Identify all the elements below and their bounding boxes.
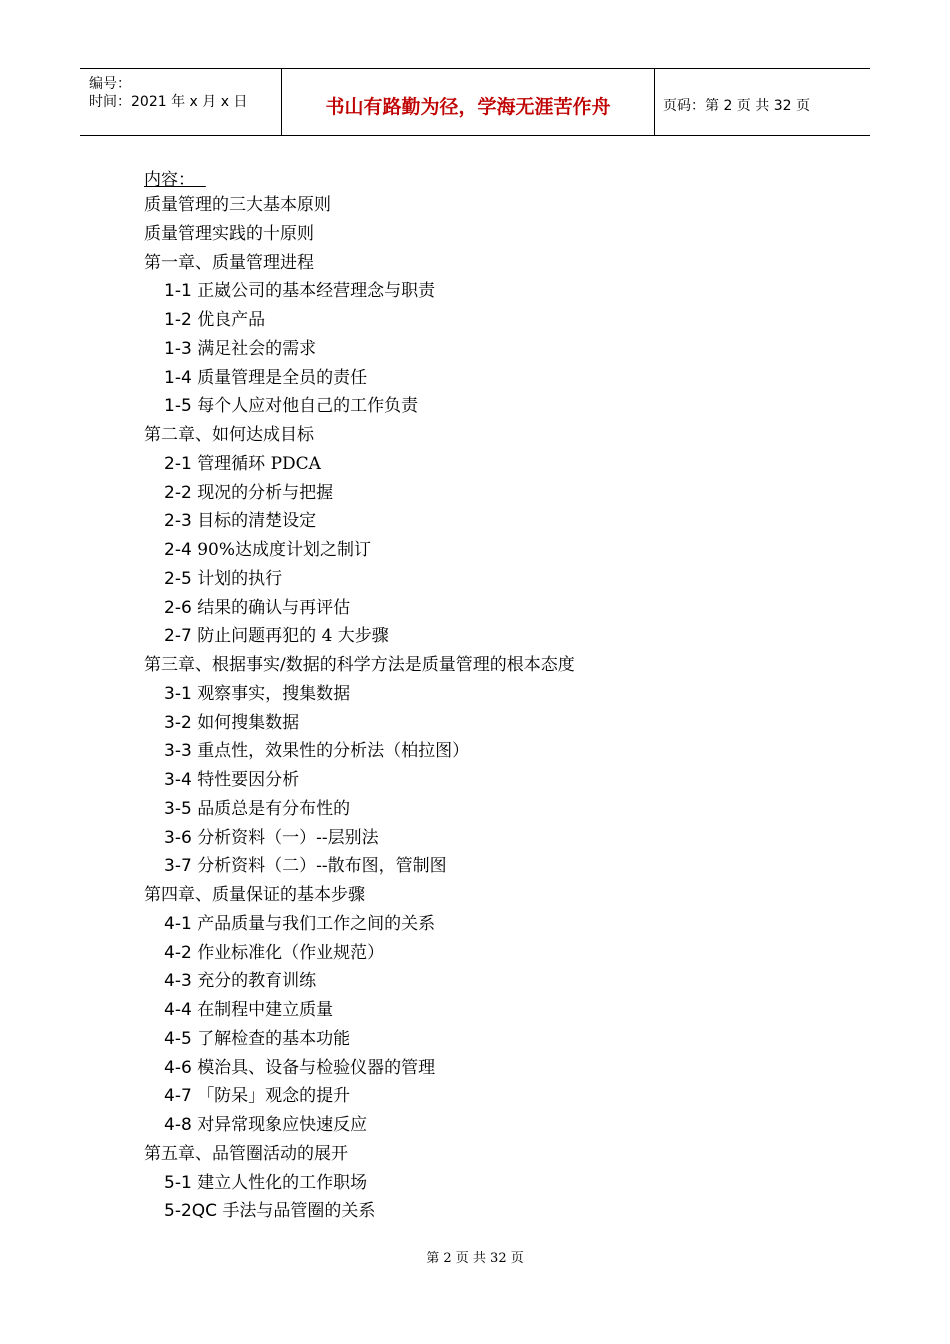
toc-section-number: 3-5: [164, 798, 192, 819]
toc-chapter-line: 质量管理实践的十原则: [144, 223, 314, 244]
toc-section-line: [164, 479, 333, 508]
toc-section-line: [164, 1169, 367, 1198]
toc-section-line: [164, 967, 316, 996]
toc-section-text: 如何搜集数据: [197, 712, 300, 733]
toc-section-number: 1-5: [164, 396, 192, 417]
toc-section-line: [164, 766, 299, 795]
toc-section-number: 4-3: [164, 971, 192, 992]
toc-section-text: 目标的清楚设定: [197, 511, 317, 532]
toc-section-number: 2-7: [164, 626, 192, 647]
toc-section-text: 作业标准化（作业规范）: [197, 942, 385, 963]
page-footer: 第 2 页 共 32 页: [426, 1251, 524, 1266]
header-meta-cell: [80, 69, 280, 135]
toc-section-line: [164, 364, 367, 393]
toc-section-text: 了解检查的基本功能: [197, 1028, 351, 1049]
toc-section-number: 4-2: [164, 942, 192, 963]
toc-section-line: [164, 565, 282, 594]
toc-section-line: [164, 737, 469, 766]
toc-section-number: 2-4: [164, 540, 192, 560]
toc-section-text: 现况的分析与把握: [197, 482, 334, 503]
toc-chapter-line: 第四章、质量保证的基本步骤: [144, 885, 365, 905]
time-label: 时间：2021 年 x 月 x 日: [89, 94, 248, 110]
toc-chapter-line: 第二章、如何达成目标: [144, 425, 314, 445]
toc-section-text: 模治具、设备与检验仪器的管理: [197, 1057, 436, 1078]
toc-section-line: [164, 852, 447, 881]
toc-section-number: 1-4: [164, 367, 192, 388]
toc-section-line: [164, 392, 418, 421]
toc-section-number: 2-3: [164, 511, 192, 532]
toc-section-line: [164, 1025, 350, 1054]
toc-section-line: [164, 1197, 375, 1226]
toc-section-text: 质量管理是全员的责任: [197, 367, 368, 388]
toc-section-text: 计划的执行: [197, 568, 283, 589]
toc-section-text: 产品质量与我们工作之间的关系: [197, 913, 436, 934]
toc-section-text: 分析资料（一）--层别法: [197, 827, 379, 848]
toc-section-text: 重点性，效果性的分析法（柏拉图）: [197, 741, 470, 762]
toc-section-number: 5-1: [164, 1172, 192, 1193]
toc-section-line: [164, 795, 350, 824]
toc-title: 内容：: [144, 170, 206, 190]
toc-section-number: 4-7: [164, 1086, 192, 1107]
toc-section-number: 2-6: [164, 597, 192, 618]
toc-section-line: [164, 536, 371, 565]
toc-section-number: 4-8: [164, 1115, 192, 1135]
number-label: 编号：: [89, 76, 131, 92]
toc-section-number: 5-2QC: [164, 1201, 218, 1222]
header-page-cell: [654, 69, 870, 135]
toc-section-text: 在制程中建立质量: [197, 1000, 334, 1020]
toc-section-text: 正崴公司的基本经营理念与职责: [197, 281, 436, 302]
toc-section-text: 对异常现象应快速反应: [197, 1115, 368, 1135]
toc-section-line: [164, 824, 379, 853]
toc-section-line: [164, 594, 350, 623]
toc-section-line: [164, 622, 389, 651]
toc-section-number: 3-6: [164, 827, 192, 848]
toc-section-line: [164, 306, 265, 335]
toc-section-text: 充分的教育训练: [197, 971, 317, 992]
toc-section-number: 3-3: [164, 741, 192, 762]
toc-section-line: [164, 1111, 367, 1140]
toc-section-text: 建立人性化的工作职场: [197, 1172, 368, 1193]
toc-section-text: 满足社会的需求: [197, 338, 317, 359]
toc-section-text: 防止问题再犯的 4 大步骤: [197, 626, 389, 647]
toc-section-text: 90%达成度计划之制订: [197, 540, 371, 560]
toc-chapter-line: 第五章、品管圈活动的展开: [144, 1143, 348, 1164]
toc-section-number: 1-2: [164, 310, 192, 330]
toc-section-number: 4-1: [164, 913, 192, 934]
toc-section-text: 优良产品: [197, 310, 266, 330]
toc-section-number: 1-1: [164, 281, 192, 302]
toc-section-line: [164, 910, 435, 939]
page-info: 页码：第 2 页 共 32 页: [663, 98, 810, 114]
toc-section-number: 4-5: [164, 1028, 192, 1049]
toc-section-text: 手法与品管圈的关系: [222, 1201, 376, 1222]
toc-section-text: 结果的确认与再评估: [197, 597, 351, 618]
toc-section-line: [164, 996, 333, 1025]
toc-section-text: 特性要因分析: [197, 770, 300, 790]
toc-section-number: 4-6: [164, 1057, 192, 1078]
toc-section-line: [164, 939, 384, 968]
toc-section-number: 3-7: [164, 856, 192, 877]
toc-section-number: 4-4: [164, 1000, 192, 1020]
toc-section-line: [164, 335, 316, 364]
toc-section-text: 每个人应对他自己的工作负责: [197, 396, 419, 417]
toc-section-number: 3-4: [164, 770, 192, 790]
toc-section-line: [164, 1082, 350, 1111]
toc-section-line: [164, 507, 316, 536]
toc-section-text: 「防呆」观念的提升: [197, 1086, 351, 1107]
toc-section-text: 品质总是有分布性的: [197, 798, 351, 819]
toc-section-number: 3-1: [164, 683, 192, 704]
toc-section-line: [164, 680, 350, 709]
header-motto-cell: [281, 69, 655, 135]
toc-section-number: 2-1: [164, 453, 192, 474]
toc-section-text: 分析资料（二）--散布图，管制图: [197, 856, 447, 877]
toc-section-line: [164, 277, 435, 306]
page-header: [80, 68, 870, 136]
toc-section-line: [164, 450, 321, 479]
toc-chapter-line: 质量管理的三大基本原则: [144, 195, 331, 215]
toc-chapter-line: 第三章、根据事实/数据的科学方法是质量管理的根本态度: [144, 655, 575, 675]
toc-section-text: 观察事实，搜集数据: [197, 683, 351, 704]
motto-text: 书山有路勤为径，学海无涯苦作舟: [325, 96, 611, 118]
toc-section-text: 管理循环 PDCA: [197, 453, 321, 474]
toc-section-line: [164, 1054, 435, 1083]
toc-section-number: 3-2: [164, 712, 192, 733]
toc-section-line: [164, 709, 299, 738]
toc-section-number: 2-2: [164, 482, 192, 503]
toc-chapter-line: 第一章、质量管理进程: [144, 252, 314, 273]
toc-section-number: 1-3: [164, 338, 192, 359]
toc-section-number: 2-5: [164, 568, 192, 589]
